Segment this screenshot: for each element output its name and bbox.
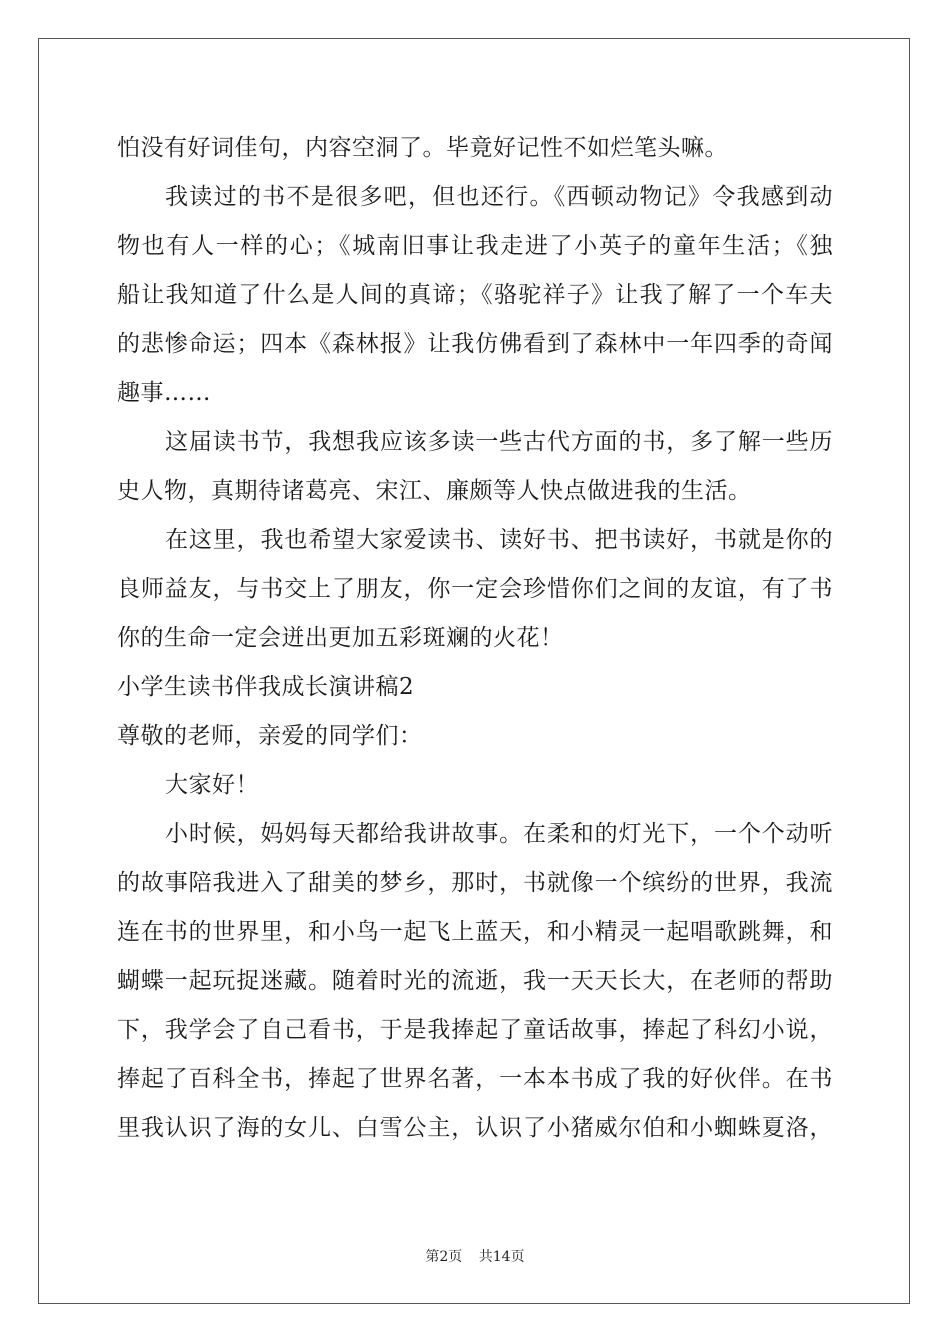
text-line: 小时候，妈妈每天都给我讲故事。在柔和的灯光下，一个个动听 — [165, 821, 833, 847]
page-footer — [0, 1246, 950, 1266]
greeting: 大家好！ — [165, 772, 259, 798]
text-line: 下，我学会了自己看书，于是我捧起了童话故事，捧起了科幻小说， — [117, 1017, 833, 1043]
text-line: 这届读书节，我想我应该多读一些古代方面的书，多了解一些历 — [165, 429, 833, 455]
text-line: 趣事…… — [117, 380, 211, 406]
page-total: 共14页 — [478, 1249, 525, 1265]
text-line: 的故事陪我进入了甜美的梦乡，那时，书就像一个缤纷的世界，我流 — [117, 870, 833, 896]
text-line: 的悲惨命运；四本《森林报》让我仿佛看到了森林中一年四季的奇闻 — [117, 331, 833, 357]
document-body — [117, 124, 833, 1153]
text-line: 良师益友，与书交上了朋友，你一定会珍惜你们之间的友谊，有了书 — [117, 576, 833, 602]
text-line: 在这里，我也希望大家爱读书、读好书、把书读好，书就是你的 — [165, 527, 833, 553]
text-line: 我读过的书不是很多吧，但也还行。《西顿动物记》令我感到动 — [165, 184, 833, 210]
text-line: 捧起了百科全书，捧起了世界名著，一本本书成了我的好伙伴。在书 — [117, 1066, 833, 1092]
text-line: 连在书的世界里，和小鸟一起飞上蓝天，和小精灵一起唱歌跳舞，和 — [117, 919, 833, 945]
text-line: 你的生命一定会迸出更加五彩斑斓的火花！ — [117, 625, 564, 651]
text-line: 船让我知道了什么是人间的真谛；《骆驼祥子》让我了解了一个车夫 — [117, 282, 833, 308]
text-line: 里我认识了海的女儿、白雪公主，认识了小猪威尔伯和小蜘蛛夏洛， — [117, 1115, 833, 1141]
text-line: 史人物，真期待诸葛亮、宋江、廉颇等人快点做进我的生活。 — [117, 478, 752, 504]
page-number: 第2页 — [425, 1249, 463, 1265]
text-line: 怕没有好词佳句，内容空洞了。毕竟好记性不如烂笔头嘛。 — [117, 135, 728, 161]
text-line: 蝴蝶一起玩捉迷藏。随着时光的流逝，我一天天长大，在老师的帮助 — [117, 968, 833, 994]
text-line: 物也有人一样的心；《城南旧事让我走进了小英子的童年生活；《独 — [117, 233, 833, 259]
salutation: 尊敬的老师，亲爱的同学们： — [117, 723, 423, 749]
section-heading: 小学生读书伴我成长演讲稿2 — [117, 674, 415, 700]
